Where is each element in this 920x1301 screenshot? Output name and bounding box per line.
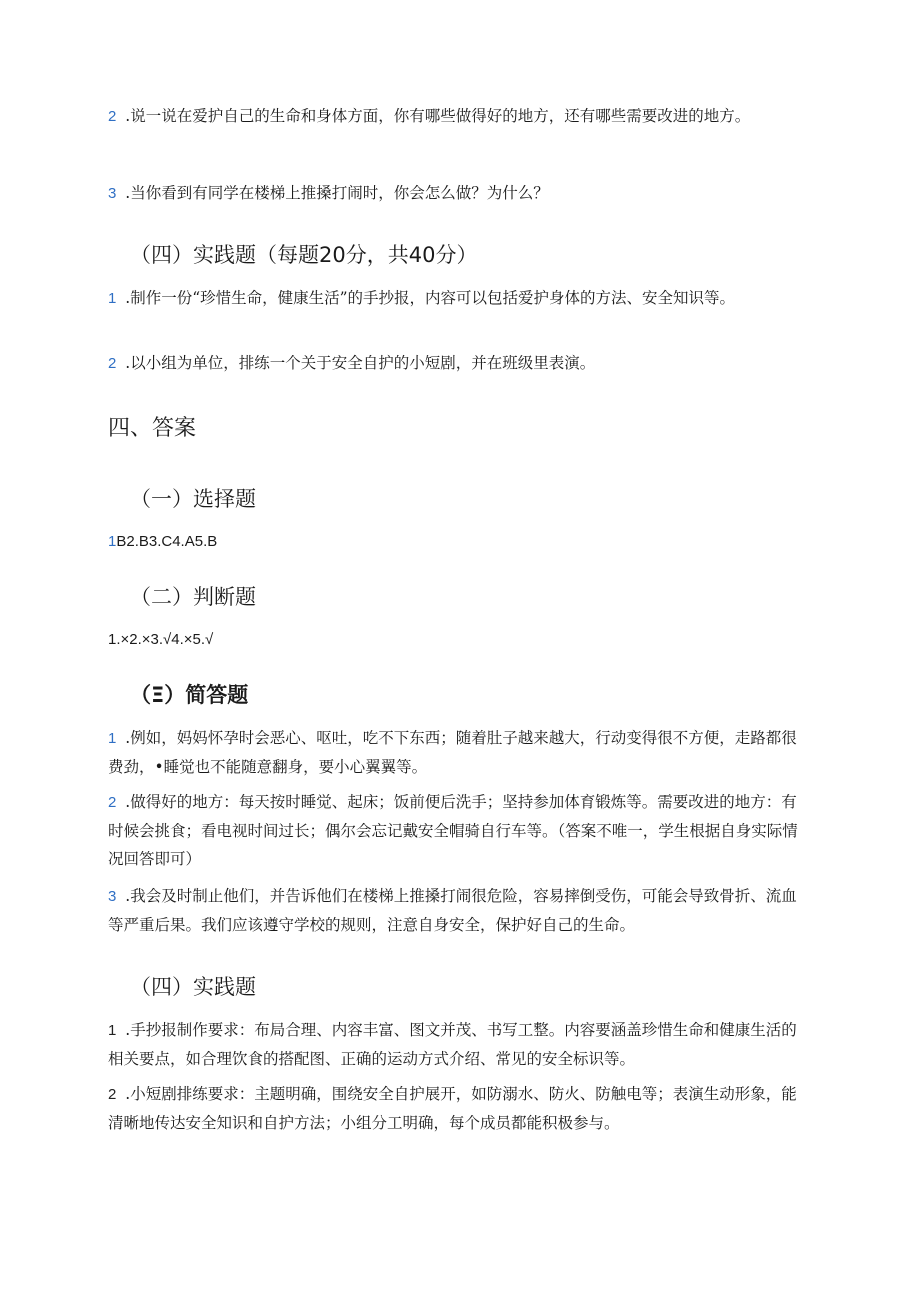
answer-text: .做得好的地方：每天按时睡觉、起床；饭前便后洗手；坚持参加体育锻炼等。需要改进的地方：有时候会挑食；看电视时间过长；偶尔会忘记戴安全帽骑自行车等。（答案不唯一，学生根据自身实际情况回答即可） xyxy=(108,793,798,868)
answer-text: .我会及时制止他们，并告诉他们在楼梯上推搡打闹很危险，容易摔倒受伤，可能会导致骨折、流血等严重后果。我们应该遵守学校的规则，注意自身安全，保护好自己的生命。 xyxy=(108,887,797,934)
answer-heading-judge: （二）判断题 xyxy=(130,585,256,609)
answer-number: 2 xyxy=(108,794,117,811)
section-heading: （四）实践题（每题20分，共40分） xyxy=(130,243,478,267)
question-number: 2 xyxy=(108,355,117,372)
question-text: .以小组为单位，排练一个关于安全自护的小短剧，并在班级里表演。 xyxy=(125,354,596,372)
answer-item xyxy=(108,724,808,781)
question-number: 3 xyxy=(108,185,117,202)
question-number: 1 xyxy=(108,290,117,307)
answer-number: 3 xyxy=(108,888,117,905)
answer-heading-practice: （四）实践题 xyxy=(130,975,256,999)
answer-item xyxy=(108,1080,808,1137)
judge-answers: 1.×2.×3.√4.×5.√ xyxy=(108,631,214,648)
answer-heading-choice: （一）选择题 xyxy=(130,487,256,511)
answer-number: 1 xyxy=(108,730,117,747)
choice-answers-lead: 1 xyxy=(108,533,117,550)
answer-heading-short: （Ξ）简答题 xyxy=(130,683,249,707)
question-item xyxy=(108,284,808,313)
question-item xyxy=(108,176,808,211)
question-item xyxy=(108,346,808,381)
answer-item xyxy=(108,882,808,939)
answer-text: .手抄报制作要求：布局合理、内容丰富、图文并茂、书写工整。内容要涵盖珍惜生命和健康生活的相关要点，如合理饮食的搭配图、正确的运动方式介绍、常见的安全标识等。 xyxy=(108,1021,797,1068)
answer-item xyxy=(108,1016,808,1073)
question-text: .制作一份“珍惜生命，健康生活”的手抄报，内容可以包括爱护身体的方法、安全知识等。 xyxy=(125,289,736,307)
answer-text: .例如，妈妈怀孕时会恶心、呕吐，吃不下东西；随着肚子越来越大，行动变得很不方便，走路都很费劲，•睡觉也不能随意翻身，要小心翼翼等。 xyxy=(108,729,797,776)
question-text: .说一说在爱护自己的生命和身体方面，你有哪些做得好的地方，还有哪些需要改进的地方。 xyxy=(125,107,751,125)
answer-item xyxy=(108,788,808,873)
question-text: .当你看到有同学在楼梯上推搡打闹时，你会怎么做？为什么？ xyxy=(125,184,549,202)
answer-text: .小短剧排练要求：主题明确，围绕安全自护展开，如防溺水、防火、防触电等；表演生动形象，能清晰地传达安全知识和自护方法；小组分工明确，每个成员都能积极参与。 xyxy=(108,1085,797,1132)
question-item xyxy=(108,99,808,134)
answer-number: 1 xyxy=(108,1022,117,1039)
choice-answers xyxy=(108,530,217,554)
question-number: 2 xyxy=(108,108,117,125)
choice-answers-text: B2.B3.C4.A5.B xyxy=(116,533,218,550)
answers-title: 四、答案 xyxy=(108,416,197,441)
answer-number: 2 xyxy=(108,1086,117,1103)
